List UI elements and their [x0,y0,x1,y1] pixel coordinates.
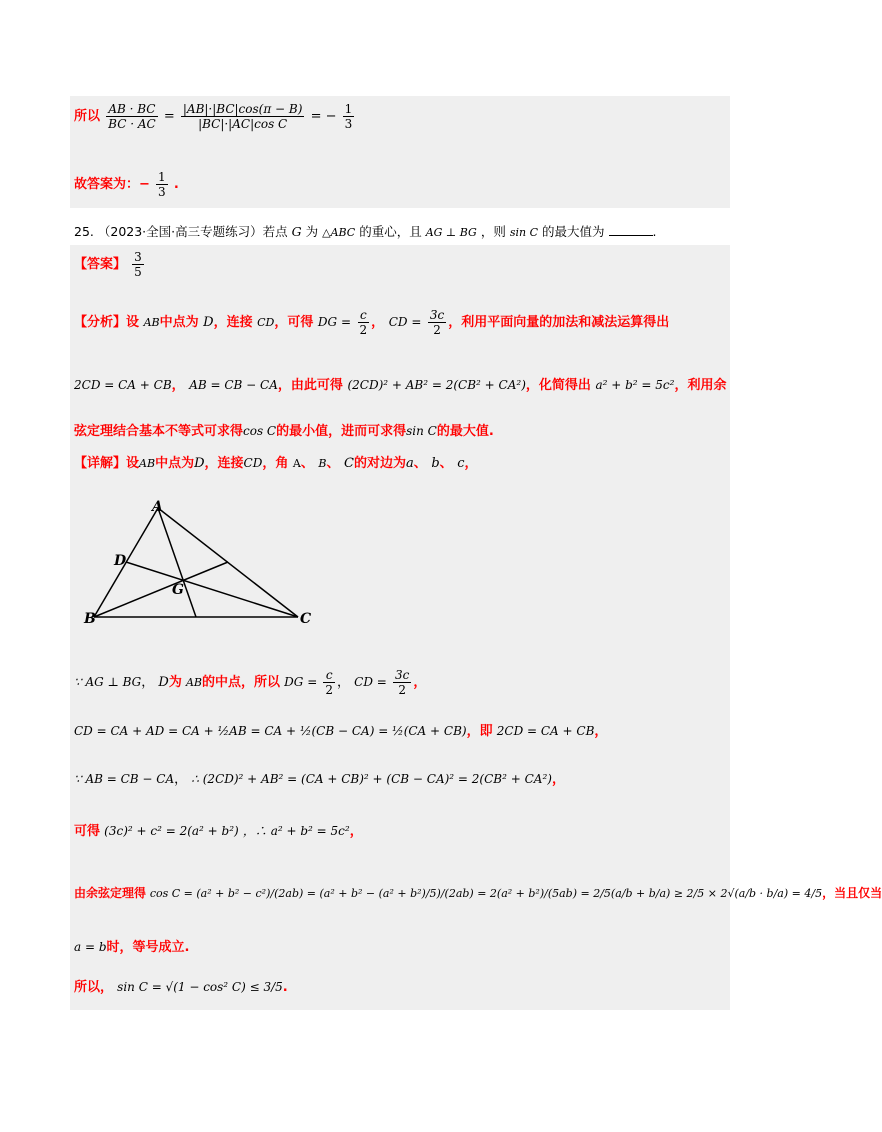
d-t4: ，角 [262,456,289,471]
a-sep2: ， [171,378,185,393]
s1-CD-num: 3c [394,668,410,682]
d-CD: CD [243,456,263,470]
detail-line [74,452,477,471]
d-A: A [292,457,301,470]
s5-t2: ，当且仅当 [822,886,882,900]
s5-t: 由余弦定理得 [74,886,147,900]
s1-because: ∵ AG ⊥ BG [74,675,142,689]
s5-eq: cos C = (a² + b² − c²)/(2ab) = (a² + b² − (a² + b²)/5)/(2ab) = 2(a² + b²)/(5ab) = 2/5(a/b + b/a) ≥ 2/5 × 2√(a/b · b/a) = 4/5 [149,887,823,900]
so-prefix: 所以 [74,109,101,124]
s3-because: ∵ AB = CB − CA [74,772,175,786]
answer-label-top: 故答案为：− [74,177,150,192]
detail-label: 【详解】 [74,456,127,471]
a-CD: CD [257,316,275,329]
answer-top-num: 1 [158,170,166,184]
so-mid-num: |AB|·|BC|cos(π − B) [182,102,303,116]
a-eq2: AB = CB − CA [189,378,278,392]
d-B: B [318,457,327,470]
answer-line [74,250,146,279]
label-B: B [84,611,96,627]
d-dun2: 、 [326,456,340,471]
s1-DG-den: 2 [325,683,334,697]
label-A: A [152,499,163,515]
step-4 [74,820,363,839]
a-CD-eq: CD = [388,315,422,329]
answer-fraction-top [156,170,168,199]
analysis-line-2 [74,374,726,393]
label-C: C [300,611,312,627]
s6-eq: a = b [74,940,107,954]
question-number: 25. [74,224,94,239]
s4-therefore: ，∴ a² + b² = 5c² [242,824,350,838]
s1-end: ， [413,675,427,690]
q-G: G [291,224,302,239]
so-result-num: 1 [344,102,353,116]
s1-CD: CD = [354,675,387,689]
answer-line-top [74,170,179,199]
step-7 [74,976,288,995]
q-cond: AG ⊥ BG [425,226,477,239]
d-t5: 的对边为 [353,456,406,471]
analysis-label: 【分析】 [74,315,127,330]
step-5 [74,884,882,901]
s7-end: . [282,980,288,995]
a-CD-num: 3c [429,308,445,322]
a-eq1: 2CD = CA + CB [74,378,172,392]
q-tri: △ABC [322,226,356,239]
a-cosC: cos C [243,424,277,438]
answer-label: 【答案】 [74,257,127,272]
d-D: D [194,456,205,471]
answer-top-den: 3 [158,185,166,199]
d-c: c [457,456,465,471]
answer-top-end: . [173,177,179,192]
d-a: a [406,456,414,471]
a-eq3: (2CD)² + AB² = 2(CB² + CA²) [347,378,526,392]
d-t1: 设 [126,456,140,471]
median-CD [126,562,298,617]
q-text1: 为 [305,224,319,239]
step-2 [74,720,607,739]
s1-AB: AB [185,676,203,689]
d-dun1: 、 [300,456,314,471]
a-t2: 中点为 [159,315,199,330]
s1-DG-frac [323,668,335,697]
q-sinC: sin C [509,226,539,239]
s2-t: ，即 [466,724,493,739]
s1-CD-den: 2 [398,683,406,697]
median-A [158,508,196,617]
a-t4: ，可得 [274,315,314,330]
s1-DG: DG = [284,675,318,689]
d-dun4: 、 [439,456,453,471]
analysis-line-3 [74,420,494,439]
so-result-eq: = − [310,109,337,124]
s1-DG-num: c [323,668,335,683]
answer-blank [609,235,653,236]
so-line: 所以 $\frac{AB \cdot BC}{BC \cdot AC}$ = $\frac{|AB|\cdot|BC|\cos(\pi - B)}{\text{|BC|·|AC|cos C}}$ = − $\frac{1}{3}$ [74,102,353,131]
a-t11: 的最大值. [436,424,494,439]
a-AB: AB [143,316,160,329]
a-t7: ，化简得出 [525,378,591,393]
s7-t: 所以， [74,980,114,995]
s4-end: ， [349,824,363,839]
a-CD-frac [428,308,446,337]
a-CD-den: 2 [433,323,441,337]
s4-t: 可得 [74,824,101,839]
a-DG-eq: DG = [317,315,351,329]
q-text2: 的重心，且 [359,224,422,239]
so-result-den: 3 [344,117,353,131]
analysis-line-1 [74,308,669,337]
question-source: （2023·全国·高三专题练习）若点 [97,224,288,239]
s3-therefore: ∴ (2CD)² + AB² = (CA + CB)² + (CB − CA)² = 2(CB² + CA²) [191,772,552,786]
s1-CD-frac [393,668,411,697]
so-lhs-num: AB · BC [106,102,158,117]
a-sinC: sin C [406,424,437,438]
s2-eq: CD = CA + AD = CA + ½AB = CA + ½(CB − CA) = ½(CA + CB) [74,724,467,738]
a-t6: ，由此可得 [277,378,343,393]
a-t10: 的最小值，进而可求得 [276,424,407,439]
s2-eq2: 2CD = CA + CB [496,724,595,738]
a-t9: 弦定理结合基本不等式可求得 [74,424,244,439]
s4-eq: (3c)² + c² = 2(a² + b²) [104,824,239,838]
question-line [74,222,656,240]
answer-den: 5 [134,265,142,279]
s1-t2: 的中点，所以 [202,675,281,690]
s7-eq: sin C = √(1 − cos² C) ≤ 3/5 [117,980,283,994]
d-comma: ， [464,456,478,471]
d-AB: AB [139,457,156,470]
step-3: ∵ AB = CB − CA， ∴ (2CD)² + AB² = (CA + CB)² + (CB − CA)² = 2(CB² + CA²)， [74,772,565,787]
label-G: G [172,582,184,598]
a-t3: ，连接 [213,315,253,330]
s3-end: ， [551,772,565,787]
s1-D: D [158,675,169,690]
answer-fraction [132,250,144,279]
so-lhs-fraction [106,102,158,131]
so-result-fraction [343,102,355,131]
s1-t1: 为 [168,675,182,690]
s6-t: 时，等号成立. [106,940,190,955]
d-C: C [344,456,354,471]
a-DG-frac [358,308,370,337]
q-end: . [652,224,657,239]
a-t8: ，利用余 [674,378,727,393]
step-6 [74,936,189,955]
d-t3: ，连接 [204,456,244,471]
d-b: b [431,456,440,471]
so-lhs-den: BC · AC [108,117,156,131]
d-t2: 中点为 [155,456,195,471]
a-DG-num: c [358,308,370,323]
a-t5: ，利用平面向量的加法和减法运算得出 [448,315,670,330]
a-t1: 设 [126,315,140,330]
d-dun3: 、 [413,456,427,471]
label-D: D [114,553,127,569]
a-DG-den: 2 [359,323,368,337]
a-sep: ， [371,315,385,330]
triangle-figure [80,490,330,635]
so-mid-den: |BC|·|AC|cos C [198,117,288,131]
s2-end: ， [594,724,608,739]
median-B [94,562,228,617]
a-D: D [203,315,214,330]
answer-num: 3 [134,250,142,264]
so-mid-fraction [181,102,305,131]
step-1: ∵ AG ⊥ BG， D为 AB的中点，所以 DG = $\frac{c}{2}$ ， CD = $\frac{3c}{2}$ ， [74,668,427,697]
q-text4: 的最大值为 [542,224,605,239]
a-eq4: a² + b² = 5c² [595,378,675,392]
q-text3: ，则 [480,224,506,239]
